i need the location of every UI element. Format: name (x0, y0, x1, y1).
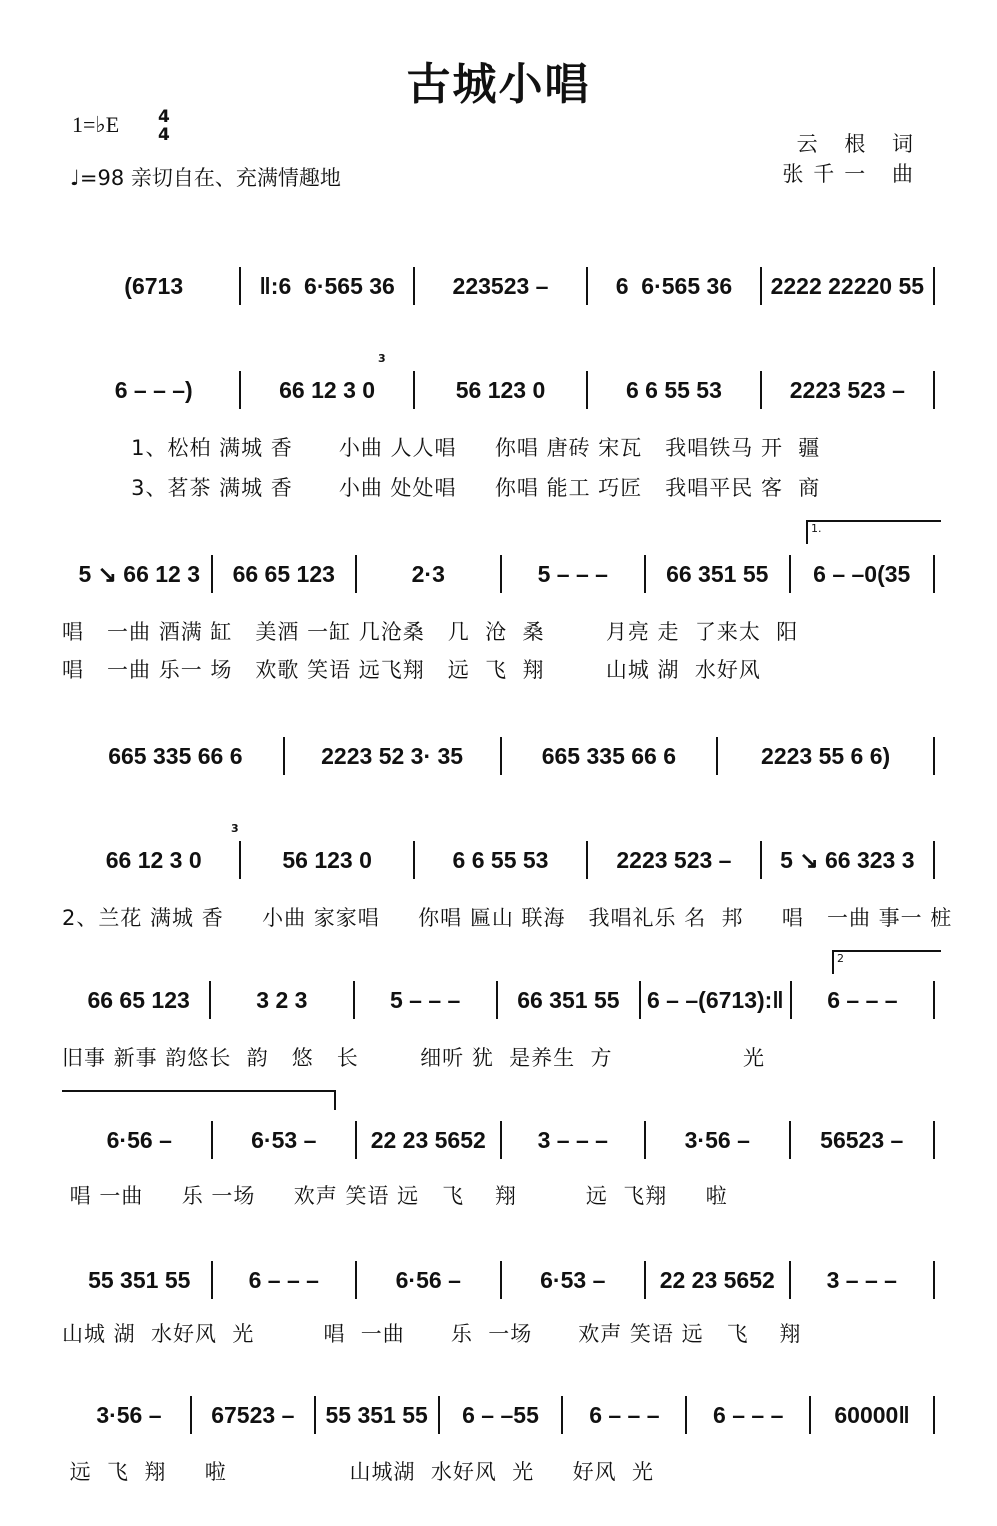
bar-line (933, 1121, 935, 1159)
measure: 6 – –0(35 (813, 560, 911, 587)
lyrics-line: 唱 一曲 乐 一场 欢声 笑语 远 飞 翔 远 飞翔 啦 (62, 1184, 728, 1208)
measure: 2222 22220 55 (770, 272, 925, 299)
measure: 67523 – (211, 1401, 295, 1428)
staff-line (68, 554, 935, 594)
measure: 665 335 66 6 (541, 742, 677, 769)
staff-line (68, 736, 935, 776)
measure: 2223 523 – (789, 376, 905, 403)
measure: 6 – – – (248, 1266, 319, 1293)
measure: 60000‖ (834, 1401, 910, 1428)
measure: 2·3 (411, 560, 445, 587)
measure: 5 ↘ 66 323 3 (780, 846, 915, 873)
staff-line (68, 1395, 935, 1435)
measure: 6·53 – (540, 1266, 606, 1293)
measure: 6 – –55 (462, 1401, 539, 1428)
measure: 56523 – (820, 1126, 904, 1153)
measure: 2223 55 6 6) (761, 742, 891, 769)
measure: 6 – –(6713):‖ (647, 986, 784, 1013)
staff-line (68, 980, 935, 1020)
measure: 6·56 – (395, 1266, 461, 1293)
measure: 6 – – – (713, 1401, 784, 1428)
measure: 6·56 – (106, 1126, 172, 1153)
measure: 3 – – – (537, 1126, 608, 1153)
triplet-mark: 3 (378, 352, 386, 365)
second-ending-bracket: 2 (832, 950, 941, 974)
measure: 6·53 – (251, 1126, 317, 1153)
measure: 5 – – – (537, 560, 608, 587)
composer: 张千一 曲 (782, 162, 923, 186)
first-ending-bracket: 1. (806, 520, 941, 544)
measure: 3·56 – (96, 1401, 162, 1428)
measure: 66 351 55 (666, 560, 769, 587)
measure: 223523 – (452, 272, 549, 299)
bar-line (933, 555, 935, 593)
measure: ‖:6 6·565 36 (259, 272, 395, 299)
measure: 6 – – –) (114, 376, 193, 403)
lyrics-line: 唱 一曲 乐一 场 欢歌 笑语 远飞翔 远 飞 翔 山城 湖 水好风 (62, 658, 761, 682)
measure: 56 123 0 (455, 376, 546, 403)
time-signature: 4 4 (158, 107, 170, 145)
staff-line (68, 1120, 935, 1160)
measure: 66 12 3 0 (105, 846, 202, 873)
lyrics-line: 唱 一曲 酒满 缸 美酒 一缸 几沧桑 几 沧 桑 月亮 走 了来太 阳 (62, 620, 799, 644)
bar-line (933, 841, 935, 879)
lyricist: 云 根 词 (796, 132, 923, 156)
lyrics-line: 2、兰花 满城 香 小曲 家家唱 你唱 匾山 联海 我唱礼乐 名 邦 唱 一曲 事一 桩 (62, 906, 953, 930)
measure: 2223 523 – (616, 846, 732, 873)
lyrics-line: 旧事 新事 韵悠长 韵 悠 长 细听 犹 是养生 方 光 (62, 1046, 766, 1070)
bar-line (933, 1396, 935, 1434)
bar-line (933, 371, 935, 409)
measure: 5 – – – (389, 986, 461, 1013)
staff-line (68, 1260, 935, 1300)
lyrics-line: 3、茗茶 满城 香 小曲 处处唱 你唱 能工 巧匠 我唱平民 客 商 (62, 476, 821, 500)
measure: (6713 (124, 272, 184, 299)
ending-bracket-end (62, 1090, 336, 1110)
triplet-mark: 3 (231, 822, 239, 835)
measure: 3 – – – (826, 1266, 897, 1293)
measure: 66 65 123 (232, 560, 335, 587)
bar-line (933, 267, 935, 305)
bar-line (933, 1261, 935, 1299)
bar-line (933, 981, 935, 1019)
measure: 6 6 55 53 (452, 846, 549, 873)
measure: 665 335 66 6 (108, 742, 243, 769)
measure: 6 6 55 53 (625, 376, 722, 403)
measure: 3 2 3 (256, 986, 308, 1013)
tempo-marking: ♩=98 亲切自在、充满情趣地 (70, 166, 341, 190)
measure: 6 – – – (589, 1401, 660, 1428)
measure: 3·56 – (684, 1126, 750, 1153)
measure: 66 65 123 (87, 986, 190, 1013)
measure: 22 23 5652 (659, 1266, 775, 1293)
measure: 22 23 5652 (370, 1126, 486, 1153)
measure: 56 123 0 (282, 846, 372, 873)
bar-line (933, 737, 935, 775)
measure: 6 6·565 36 (615, 272, 733, 299)
measure: 55 351 55 (88, 1266, 191, 1293)
staff-line (68, 370, 935, 410)
key-signature: 1=♭E (72, 112, 120, 137)
measure: 55 351 55 (325, 1401, 428, 1428)
measure: 66 12 3 0 (279, 376, 376, 403)
measure: 66 351 55 (517, 986, 620, 1013)
measure: 6 – – – (827, 986, 898, 1013)
lyrics-line: 1、松柏 满城 香 小曲 人人唱 你唱 唐砖 宋瓦 我唱铁马 开 疆 (62, 436, 821, 460)
lyrics-line: 山城 湖 水好风 光 唱 一曲 乐 一场 欢声 笑语 远 飞 翔 (62, 1322, 802, 1346)
lyrics-line: 远 飞 翔 啦 山城湖 水好风 光 好风 光 (62, 1460, 654, 1484)
staff-line (68, 266, 935, 306)
measure: 5 ↘ 66 12 3 (78, 560, 201, 587)
page-title: 古城小唱 (406, 59, 591, 110)
staff-line (68, 840, 935, 880)
measure: 2223 52 3· 35 (321, 742, 464, 769)
